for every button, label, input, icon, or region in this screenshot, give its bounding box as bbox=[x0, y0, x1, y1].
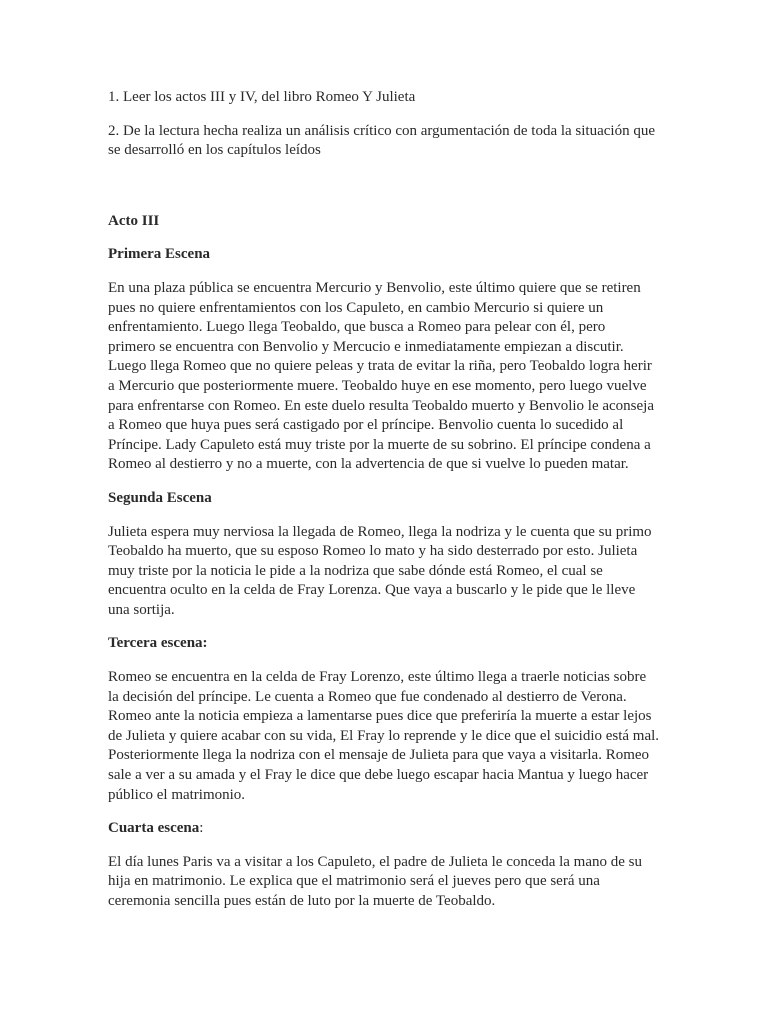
scene-1-line: para enfrentarse con Romeo. En este duelo resulta Teobaldo muerto y Benvolio le aconseja bbox=[108, 397, 654, 414]
instruction-2-line-1: 2. De la lectura hecha realiza un análisis crítico con argumentación de toda la situación que bbox=[108, 122, 655, 139]
scene-1-paragraph bbox=[108, 279, 674, 475]
scene-2-line: Teobaldo ha muerto, que su esposo Romeo lo mato y ha sido desterrado por esto. Julieta bbox=[108, 543, 638, 560]
scene-3-line: la decisión del príncipe. Le cuenta a Romeo que fue condenado al destierro de Verona. bbox=[108, 688, 627, 705]
scene-1-line: a Romeo que huya pues será castigado por el príncipe. Benvolio cuenta lo sucedido al bbox=[108, 417, 624, 434]
instruction-2-line-2: se desarrolló en los capítulos leídos bbox=[108, 142, 321, 159]
scene-3-line: Romeo se encuentra en la celda de Fray Lorenzo, este último llega a traerle noticias sobre bbox=[108, 669, 647, 686]
scene-1-title: Primera Escena bbox=[108, 246, 211, 263]
scene-1-line: Luego llega Romeo que no quiere peleas y trata de evitar la riña, pero Teobaldo logra herir bbox=[108, 358, 652, 375]
scene-3-title: Tercera escena: bbox=[108, 635, 208, 652]
scene-4-line: hija en matrimonio. Le explica que el matrimonio será el jueves pero que será una bbox=[108, 873, 600, 890]
scene-2-line: encuentra oculto en la celda de Fray Lorenza. Que vaya a buscarlo y le pide que le lleve bbox=[108, 582, 636, 599]
scene-2-line: muy triste por la noticia le pide a la nodriza que sabe dónde está Romeo, el cual se bbox=[108, 562, 603, 579]
scene-2-paragraph bbox=[108, 523, 674, 621]
instruction-1 bbox=[108, 88, 674, 108]
scene-1-line: enfrentamiento. Luego llega Teobaldo, que busca a Romeo para pelear con él, pero bbox=[108, 319, 606, 336]
scene-3-line: Romeo ante la noticia empieza a lamentarse pues dice que preferiría la muerte a estar lejos bbox=[108, 708, 652, 725]
scene-4-paragraph bbox=[108, 853, 674, 912]
act-title: Acto III bbox=[108, 212, 160, 229]
scene-2-line: una sortija. bbox=[108, 601, 175, 618]
scene-3-line: Posteriormente llega la nodriza con el mensaje de Julieta para que vaya a visitarla. Romeo bbox=[108, 747, 650, 764]
scene-4-line: El día lunes Paris va a visitar a los Capuleto, el padre de Julieta le conceda la mano de su bbox=[108, 853, 642, 870]
scene-3-line: sale a ver a su amada y el Fray le dice que debe luego escapar hacia Mantua y luego hacer bbox=[108, 767, 649, 784]
scene-1-line: Príncipe. Lady Capuleto está muy triste por la muerte de su sobrino. El príncipe condena a bbox=[108, 436, 651, 453]
scene-1-line: primero se encuentra con Benvolio y Mercucio e inmediatamente empiezan a discutir. bbox=[108, 338, 624, 355]
scene-3-paragraph bbox=[108, 668, 674, 805]
scene-4-title-row bbox=[108, 819, 674, 839]
section-spacer bbox=[108, 175, 674, 212]
scene-2-line: Julieta espera muy nerviosa la llegada de Romeo, llega la nodriza y le cuenta que su primo bbox=[108, 523, 652, 540]
scene-2-title: Segunda Escena bbox=[108, 489, 212, 506]
instruction-1-line: 1. Leer los actos III y IV, del libro Romeo Y Julieta bbox=[108, 89, 416, 105]
scene-1-line: En una plaza pública se encuentra Mercurio y Benvolio, este último quiere que se retiren bbox=[108, 279, 641, 296]
scene-4-line: ceremonia sencilla pues están de luto por la muerte de Teobaldo. bbox=[108, 893, 496, 909]
scene-1-line: pues no quiere enfrentamientos con los Capuleto, en cambio Mercurio si quiere un bbox=[108, 299, 604, 316]
scene-4-title: Cuarta escena bbox=[108, 820, 200, 837]
scene-4-title-colon: : bbox=[199, 820, 204, 837]
scene-3-line: público el matrimonio. bbox=[108, 786, 246, 803]
scene-1-line: a Mercurio que posteriormente muere. Teobaldo huye en ese momento, pero luego vuelve bbox=[108, 377, 647, 394]
document-page bbox=[108, 88, 674, 926]
scene-3-line: de Julieta y quiere acabar con su vida, El Fray lo reprende y le dice que el suicidio está mal. bbox=[108, 727, 660, 744]
instruction-2 bbox=[108, 122, 674, 161]
scene-1-line: Romeo al destierro y no a muerte, con la advertencia de que si vuelve lo pueden matar. bbox=[108, 456, 629, 473]
